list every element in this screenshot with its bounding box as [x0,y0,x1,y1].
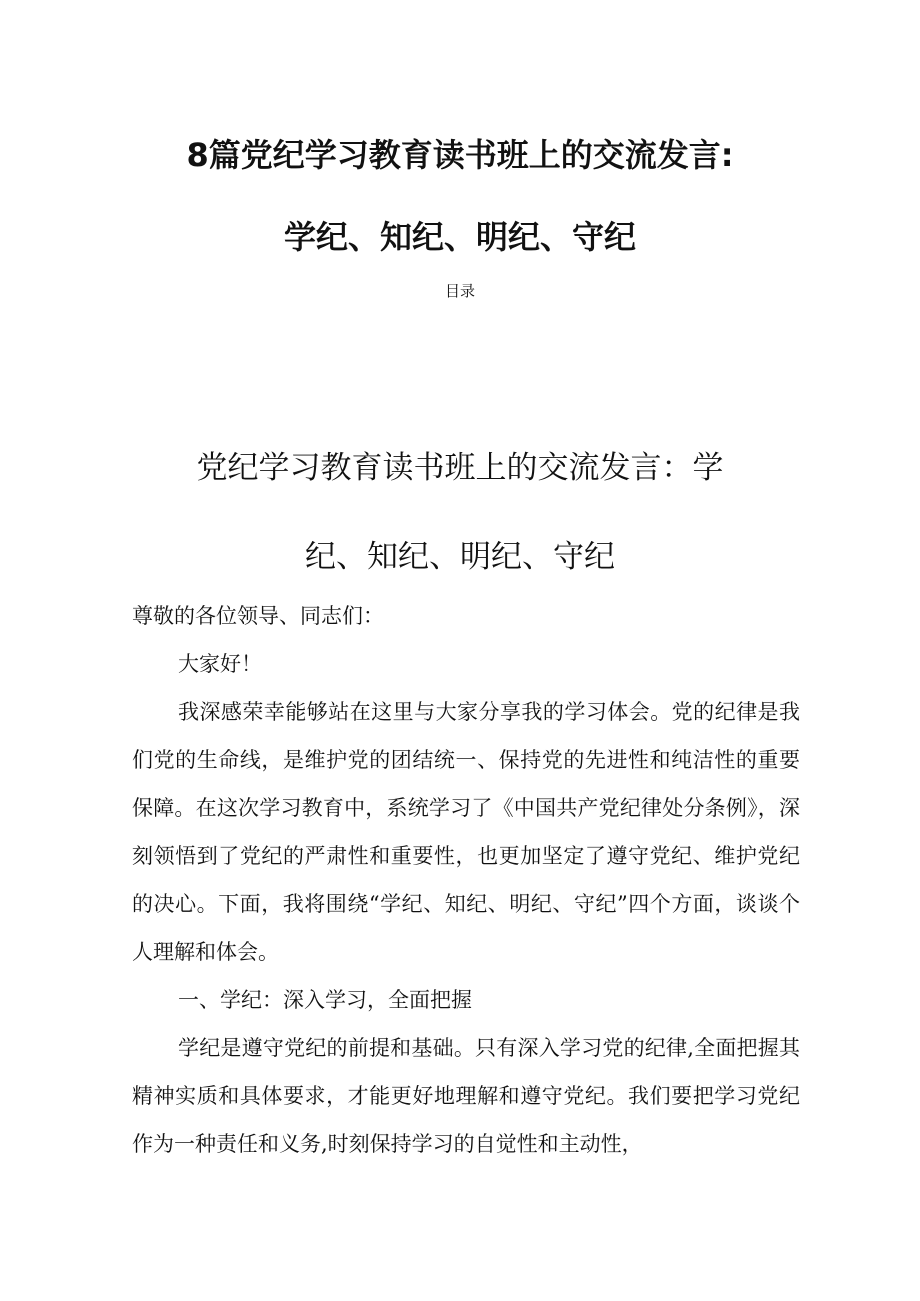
paragraph-section-one: 学纪是遵守党纪的前提和基础。只有深入学习党的纪律,全面把握其精神实质和具体要求，才能更好地理解和遵守党纪。我们要把学习党纪作为一种责任和义务,时刻保持学习的自觉性和主动性， [132,1036,800,1156]
salutation: 尊敬的各位领导、同志们： [132,604,384,628]
toc-label: 目录 [444,282,475,300]
section-title-line-2: 纪、知纪、明纪、守纪 [305,539,615,575]
section-title-line-1: 党纪学习教育读书班上的交流发言：学 [196,450,724,486]
document-title-line-2: 学纪、知纪、明纪、守纪 [283,218,636,256]
document-title-line-1: 8篇党纪学习教育读书班上的交流发言: [186,136,734,174]
paragraph-intro: 我深感荣幸能够站在这里与大家分享我的学习体会。党的纪律是我们党的生命线，是维护党的团结统一、保持党的先进性和纯洁性的重要保障。在这次学习教育中，系统学习了《中国共产党纪律处分条例》，深刻领悟到了党纪的严肃性和重要性，也更加坚定了遵守党纪、维护党纪的决心。下面，我将围绕“学纪、知纪、明纪、守纪”四个方面，谈谈个人理解和体会。 [132,700,800,964]
document-body [132,592,800,1168]
heading-section-one: 一、学纪：深入学习，全面把握 [178,988,472,1012]
greeting: 大家好！ [178,652,262,676]
